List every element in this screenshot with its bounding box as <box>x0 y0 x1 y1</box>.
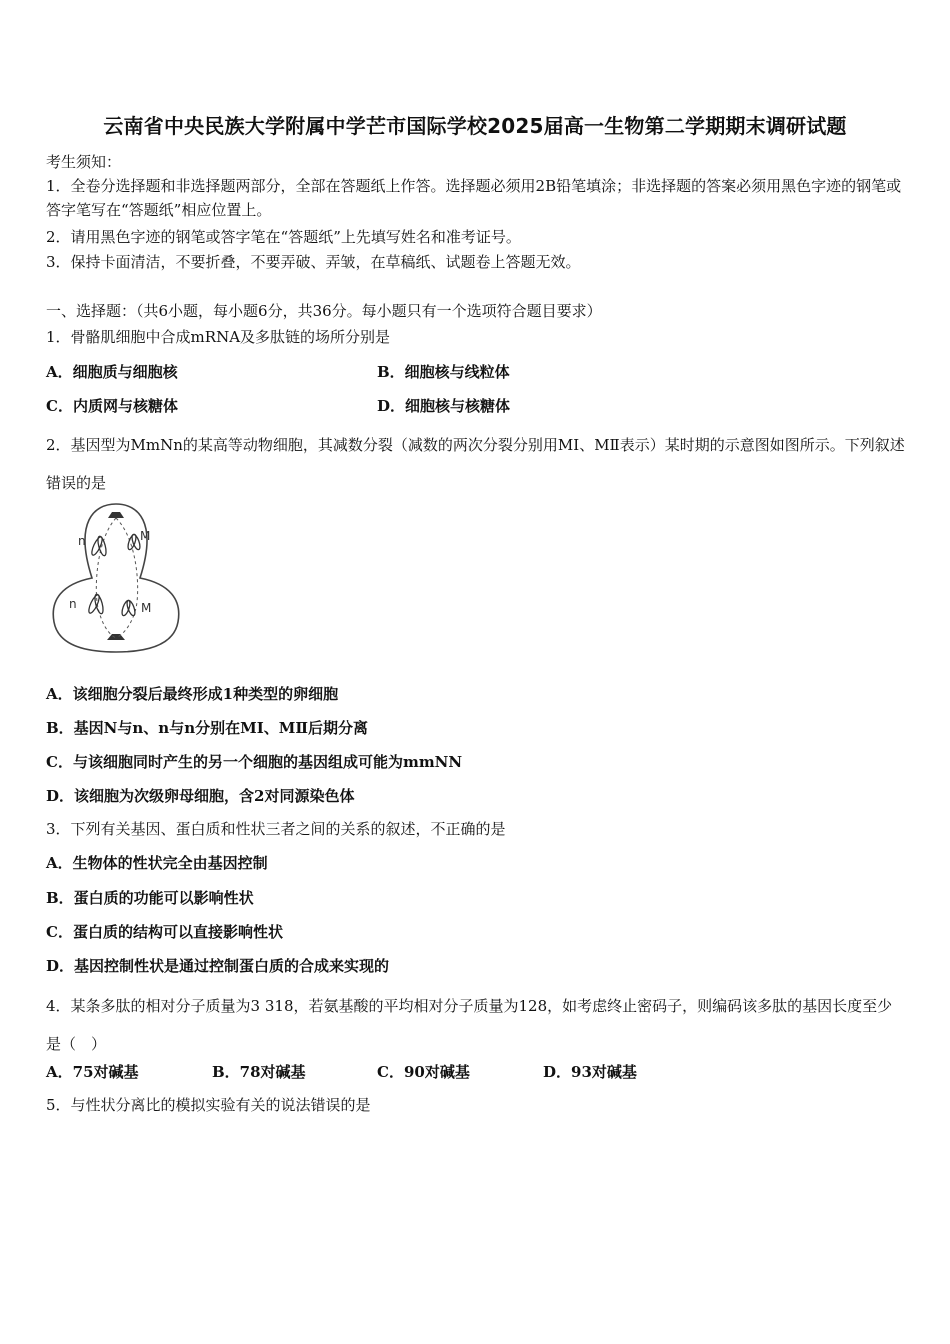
notice-item-1: 1．全卷分选择题和非选择题两部分，全部在答题纸上作答。选择题必须用2B铅笔填涂；非选择题的答案必须用黑色字迹的钢笔或答字笔写在“答题纸”相应位置上。 <box>46 177 902 219</box>
centriole-bottom <box>107 634 125 640</box>
q2-option-a: A．该细胞分裂后最终形成1种类型的卵细胞 <box>46 685 339 703</box>
gene-label: n <box>69 597 77 611</box>
cell-outline <box>53 504 178 652</box>
q2-option-c: C．与该细胞同时产生的另一个细胞的基因组成可能为mmNN <box>46 753 463 771</box>
spindle-fiber <box>116 518 138 638</box>
question-stem: 某条多肽的相对分子质量为3 318，若氨基酸的平均相对分子质量为128，如考虑终止密码子，则编码该多肽的基因长度至少是（ ） <box>46 997 893 1053</box>
q4-option-c: C．90对碱基 <box>377 1063 470 1081</box>
question-3 <box>46 819 506 839</box>
q4-option-b: B．78对碱基 <box>212 1063 306 1081</box>
chromosome-bottom-left <box>87 594 105 615</box>
q3-option-a: A．生物体的性状完全由基因控制 <box>46 854 268 872</box>
q3-option-c: C．蛋白质的结构可以直接影响性状 <box>46 923 283 941</box>
q3-option-d: D．基因控制性状是通过控制蛋白质的合成来实现的 <box>46 957 390 975</box>
page-title: 云南省中央民族大学附属中学芒市国际学校2025届高一生物第二学期期末调研试题 <box>103 114 847 138</box>
chromosome-top-left <box>90 536 108 557</box>
notice-heading: 考生须知： <box>46 153 122 171</box>
gene-label: n <box>78 534 86 548</box>
cell-division-figure <box>46 500 186 660</box>
chromosome-bottom-right <box>120 599 136 616</box>
question-number: 3． <box>46 820 71 838</box>
question-number: 5． <box>46 1096 71 1114</box>
q1-option-a: A．细胞质与细胞核 <box>46 363 178 381</box>
q2-option-b: B．基因N与n、n与n分别在MⅠ、MⅡ后期分离 <box>46 719 368 737</box>
question-stem: 骨骼肌细胞中合成mRNA及多肽链的场所分别是 <box>70 328 391 346</box>
q4-option-a: A．75对碱基 <box>46 1063 139 1081</box>
q1-option-b: B．细胞核与线粒体 <box>377 363 510 381</box>
question-number: 1． <box>46 328 71 346</box>
question-number: 4． <box>46 997 71 1015</box>
gene-label: M <box>140 529 151 543</box>
q4-option-d: D．93对碱基 <box>543 1063 637 1081</box>
question-4 <box>46 987 906 1063</box>
question-2 <box>46 426 906 502</box>
notice-item-3: 3．保持卡面清洁，不要折叠，不要弄破、弄皱，在草稿纸、试题卷上答题无效。 <box>46 253 581 271</box>
question-number: 2． <box>46 436 71 454</box>
question-stem: 下列有关基因、蛋白质和性状三者之间的关系的叙述，不正确的是 <box>70 820 506 838</box>
notice-item-2: 2．请用黑色字迹的钢笔或答字笔在“答题纸”上先填写姓名和准考证号。 <box>46 228 521 246</box>
section-heading: 一、选择题：（共6小题，每小题6分，共36分。每小题只有一个选项符合题目要求） <box>46 302 602 320</box>
gene-label: M <box>141 601 152 615</box>
q1-option-d: D．细胞核与核糖体 <box>377 397 511 415</box>
q3-option-b: B．蛋白质的功能可以影响性状 <box>46 889 254 907</box>
centriole-top <box>108 512 124 518</box>
question-stem: 基因型为MmNn的某高等动物细胞，其减数分裂（减数的两次分裂分别用MⅠ、MⅡ表示）某时期的示意图如图所示。下列叙述错误的是 <box>46 436 905 492</box>
question-1 <box>46 327 390 347</box>
question-stem: 与性状分离比的模拟实验有关的说法错误的是 <box>70 1096 371 1114</box>
q1-option-c: C．内质网与核糖体 <box>46 397 178 415</box>
question-5 <box>46 1095 371 1115</box>
q2-option-d: D．该细胞为次级卵母细胞，含2对同源染色体 <box>46 787 355 805</box>
